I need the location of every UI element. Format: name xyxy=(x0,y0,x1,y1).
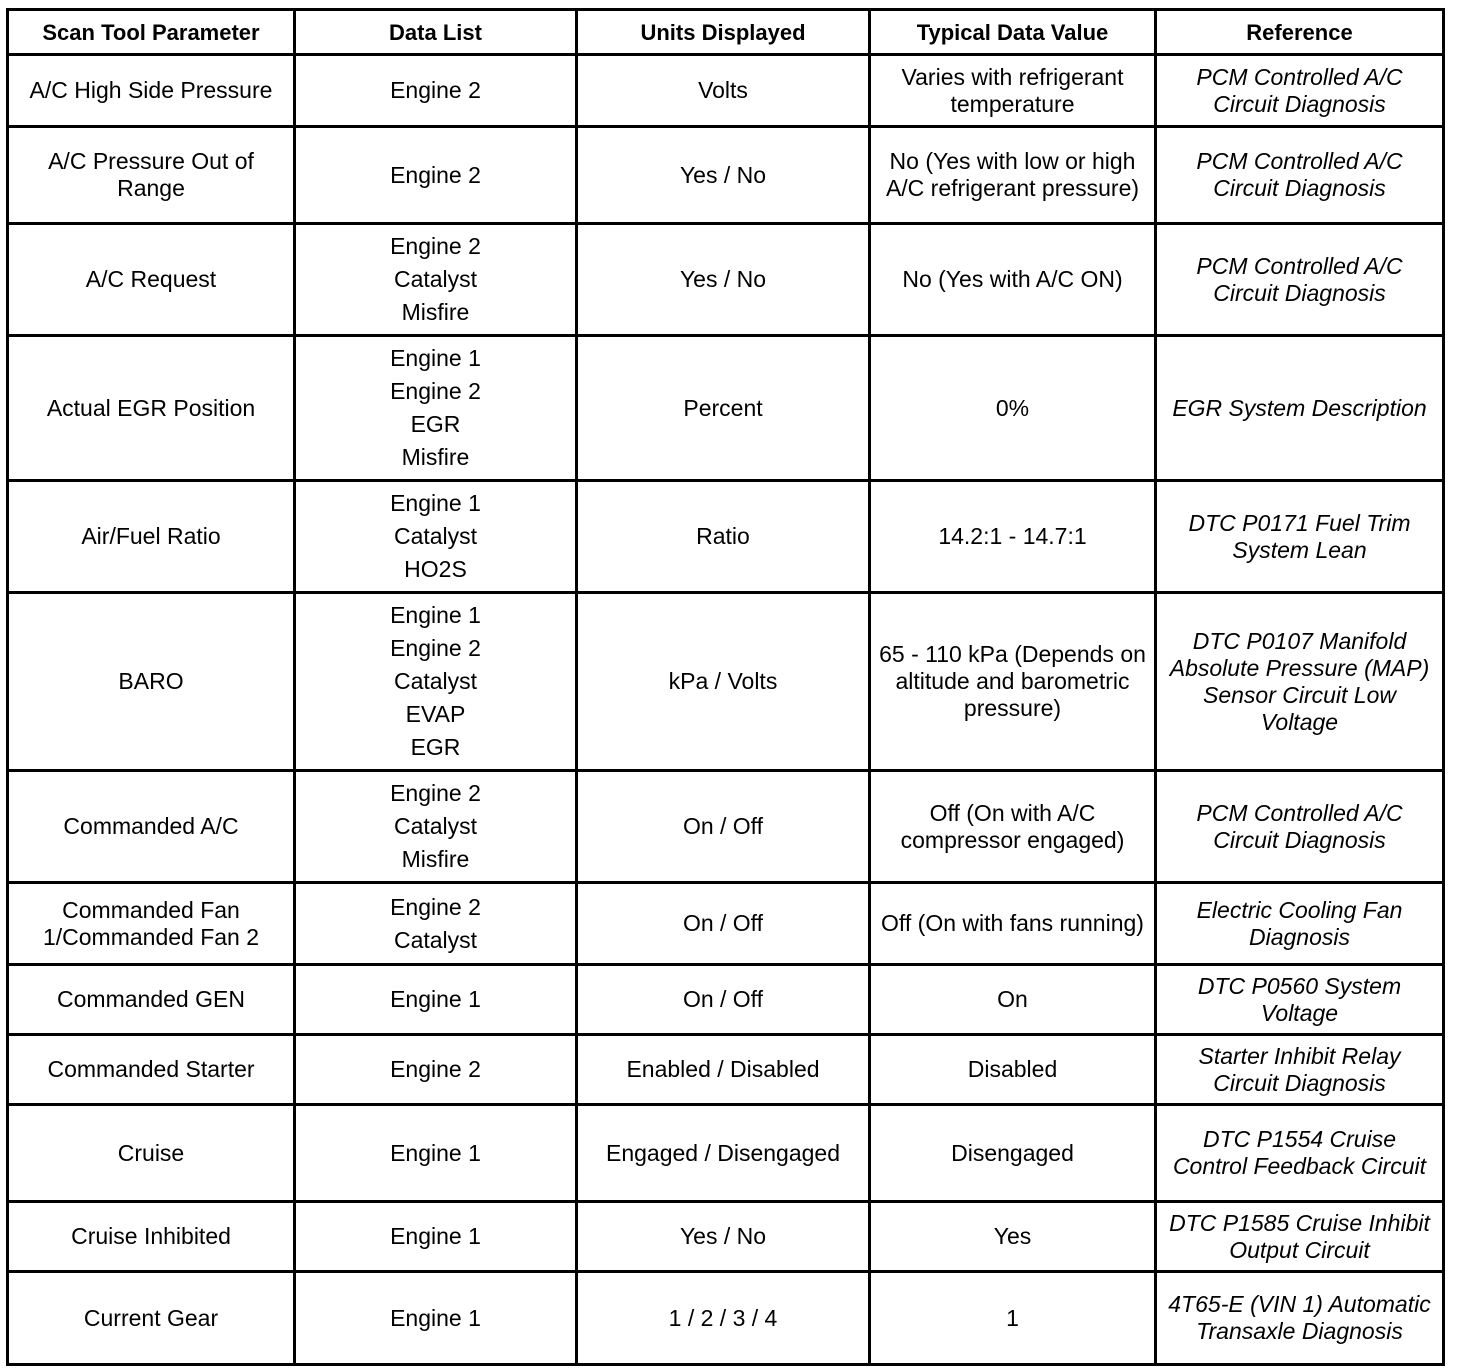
cell-units-displayed: On / Off xyxy=(577,965,870,1035)
cell-typical-data-value: 65 - 110 kPa (Depends on altitude and barometric pressure) xyxy=(870,593,1156,771)
data-list-item: Engine 2 xyxy=(390,635,481,661)
cell-data-list xyxy=(295,1272,577,1365)
cell-scan-tool-parameter: Cruise xyxy=(8,1105,295,1202)
data-list-item: Engine 1 xyxy=(390,602,481,628)
cell-reference: DTC P0560 System Voltage xyxy=(1156,965,1444,1035)
data-list-item: HO2S xyxy=(404,556,467,582)
cell-scan-tool-parameter: Air/Fuel Ratio xyxy=(8,481,295,593)
cell-data-list xyxy=(295,481,577,593)
cell-scan-tool-parameter: Commanded A/C xyxy=(8,771,295,883)
data-list-item: Engine 2 xyxy=(390,233,481,259)
data-list-item: Engine 1 xyxy=(390,345,481,371)
cell-data-list xyxy=(295,1202,577,1272)
cell-reference: PCM Controlled A/C Circuit Diagnosis xyxy=(1156,771,1444,883)
cell-reference: DTC P0171 Fuel Trim System Lean xyxy=(1156,481,1444,593)
header-scan-tool-parameter: Scan Tool Parameter xyxy=(8,10,295,55)
cell-typical-data-value: No (Yes with A/C ON) xyxy=(870,224,1156,336)
table-row xyxy=(8,1272,1444,1365)
cell-units-displayed: 1 / 2 / 3 / 4 xyxy=(577,1272,870,1365)
cell-scan-tool-parameter: Commanded Starter xyxy=(8,1035,295,1105)
scan-tool-data-table xyxy=(6,8,1445,1366)
table-row xyxy=(8,771,1444,883)
data-list-item: EGR xyxy=(410,734,461,760)
data-list-item: Catalyst xyxy=(393,926,478,953)
cell-typical-data-value: Disengaged xyxy=(870,1105,1156,1202)
cell-reference: 4T65-E (VIN 1) Automatic Transaxle Diagnosis xyxy=(1156,1272,1444,1365)
table-row xyxy=(8,593,1444,771)
cell-scan-tool-parameter: Current Gear xyxy=(8,1272,295,1365)
cell-units-displayed: Engaged / Disengaged xyxy=(577,1105,870,1202)
cell-units-displayed: On / Off xyxy=(577,771,870,883)
data-list-item: Catalyst xyxy=(393,813,478,839)
cell-typical-data-value: Disabled xyxy=(870,1035,1156,1105)
data-list-item: Misfire xyxy=(401,444,470,470)
table-row xyxy=(8,1035,1444,1105)
cell-data-list xyxy=(295,55,577,127)
data-list-item: Catalyst xyxy=(393,266,478,292)
cell-reference: PCM Controlled A/C Circuit Diagnosis xyxy=(1156,127,1444,224)
table-body xyxy=(8,55,1444,1365)
data-list-item: Catalyst xyxy=(393,523,478,549)
cell-scan-tool-parameter: Commanded Fan 1/Commanded Fan 2 xyxy=(8,883,295,965)
cell-units-displayed: Yes / No xyxy=(577,224,870,336)
header-reference: Reference xyxy=(1156,10,1444,55)
cell-reference: Starter Inhibit Relay Circuit Diagnosis xyxy=(1156,1035,1444,1105)
cell-data-list xyxy=(295,883,577,965)
cell-reference: PCM Controlled A/C Circuit Diagnosis xyxy=(1156,224,1444,336)
cell-scan-tool-parameter: Commanded GEN xyxy=(8,965,295,1035)
table-row xyxy=(8,127,1444,224)
cell-data-list xyxy=(295,127,577,224)
data-list-item: Engine 2 xyxy=(390,161,481,188)
data-list-item: Misfire xyxy=(401,846,470,872)
cell-typical-data-value: 0% xyxy=(870,336,1156,481)
cell-data-list xyxy=(295,1105,577,1202)
cell-units-displayed: Percent xyxy=(577,336,870,481)
cell-scan-tool-parameter: A/C Request xyxy=(8,224,295,336)
cell-typical-data-value: On xyxy=(870,965,1156,1035)
cell-units-displayed: Enabled / Disabled xyxy=(577,1035,870,1105)
cell-scan-tool-parameter: A/C High Side Pressure xyxy=(8,55,295,127)
cell-scan-tool-parameter: A/C Pressure Out of Range xyxy=(8,127,295,224)
table-row xyxy=(8,481,1444,593)
table-row xyxy=(8,883,1444,965)
data-list-item: Catalyst xyxy=(393,668,478,694)
data-list-item: EVAP xyxy=(405,701,466,727)
cell-reference: PCM Controlled A/C Circuit Diagnosis xyxy=(1156,55,1444,127)
cell-reference: Electric Cooling Fan Diagnosis xyxy=(1156,883,1444,965)
cell-units-displayed: kPa / Volts xyxy=(577,593,870,771)
cell-scan-tool-parameter: Cruise Inhibited xyxy=(8,1202,295,1272)
cell-typical-data-value: 1 xyxy=(870,1272,1156,1365)
header-typical-data-value: Typical Data Value xyxy=(870,10,1156,55)
data-list-item: Engine 2 xyxy=(390,77,481,103)
data-list-item: Engine 2 xyxy=(390,780,481,806)
data-list-item: Engine 1 xyxy=(390,986,481,1012)
data-list-item: Engine 2 xyxy=(390,378,481,404)
cell-units-displayed: Volts xyxy=(577,55,870,127)
cell-data-list xyxy=(295,336,577,481)
cell-data-list xyxy=(295,771,577,883)
cell-typical-data-value: Off (On with fans running) xyxy=(870,883,1156,965)
header-data-list: Data List xyxy=(295,10,577,55)
data-list-item: Engine 2 xyxy=(390,893,481,920)
cell-reference: EGR System Description xyxy=(1156,336,1444,481)
table-row xyxy=(8,224,1444,336)
table-row xyxy=(8,1105,1444,1202)
cell-typical-data-value: No (Yes with low or high A/C refrigerant pressure) xyxy=(870,127,1156,224)
cell-scan-tool-parameter: Actual EGR Position xyxy=(8,336,295,481)
cell-reference: DTC P1585 Cruise Inhibit Output Circuit xyxy=(1156,1202,1444,1272)
cell-scan-tool-parameter: BARO xyxy=(8,593,295,771)
cell-typical-data-value: Off (On with A/C compressor engaged) xyxy=(870,771,1156,883)
table-row xyxy=(8,1202,1444,1272)
cell-reference: DTC P1554 Cruise Control Feedback Circuit xyxy=(1156,1105,1444,1202)
scan-tool-data-document xyxy=(6,8,1442,1366)
cell-typical-data-value: 14.2:1 - 14.7:1 xyxy=(870,481,1156,593)
table-header-row xyxy=(8,10,1444,55)
cell-data-list xyxy=(295,1035,577,1105)
table-row xyxy=(8,55,1444,127)
table-row xyxy=(8,965,1444,1035)
data-list-item: Engine 1 xyxy=(390,1223,481,1249)
data-list-item: Misfire xyxy=(401,299,470,325)
cell-typical-data-value: Yes xyxy=(870,1202,1156,1272)
cell-data-list xyxy=(295,593,577,771)
cell-units-displayed: Yes / No xyxy=(577,127,870,224)
cell-data-list xyxy=(295,224,577,336)
cell-units-displayed: On / Off xyxy=(577,883,870,965)
data-list-item: EGR xyxy=(410,411,461,437)
cell-reference: DTC P0107 Manifold Absolute Pressure (MAP) Sensor Circuit Low Voltage xyxy=(1156,593,1444,771)
header-units-displayed: Units Displayed xyxy=(577,10,870,55)
data-list-item: Engine 1 xyxy=(390,1139,481,1166)
cell-units-displayed: Yes / No xyxy=(577,1202,870,1272)
cell-units-displayed: Ratio xyxy=(577,481,870,593)
table-row xyxy=(8,336,1444,481)
data-list-item: Engine 2 xyxy=(390,1056,481,1082)
cell-data-list xyxy=(295,965,577,1035)
cell-typical-data-value: Varies with refrigerant temperature xyxy=(870,55,1156,127)
data-list-item: Engine 1 xyxy=(390,1304,481,1331)
data-list-item: Engine 1 xyxy=(390,490,481,516)
